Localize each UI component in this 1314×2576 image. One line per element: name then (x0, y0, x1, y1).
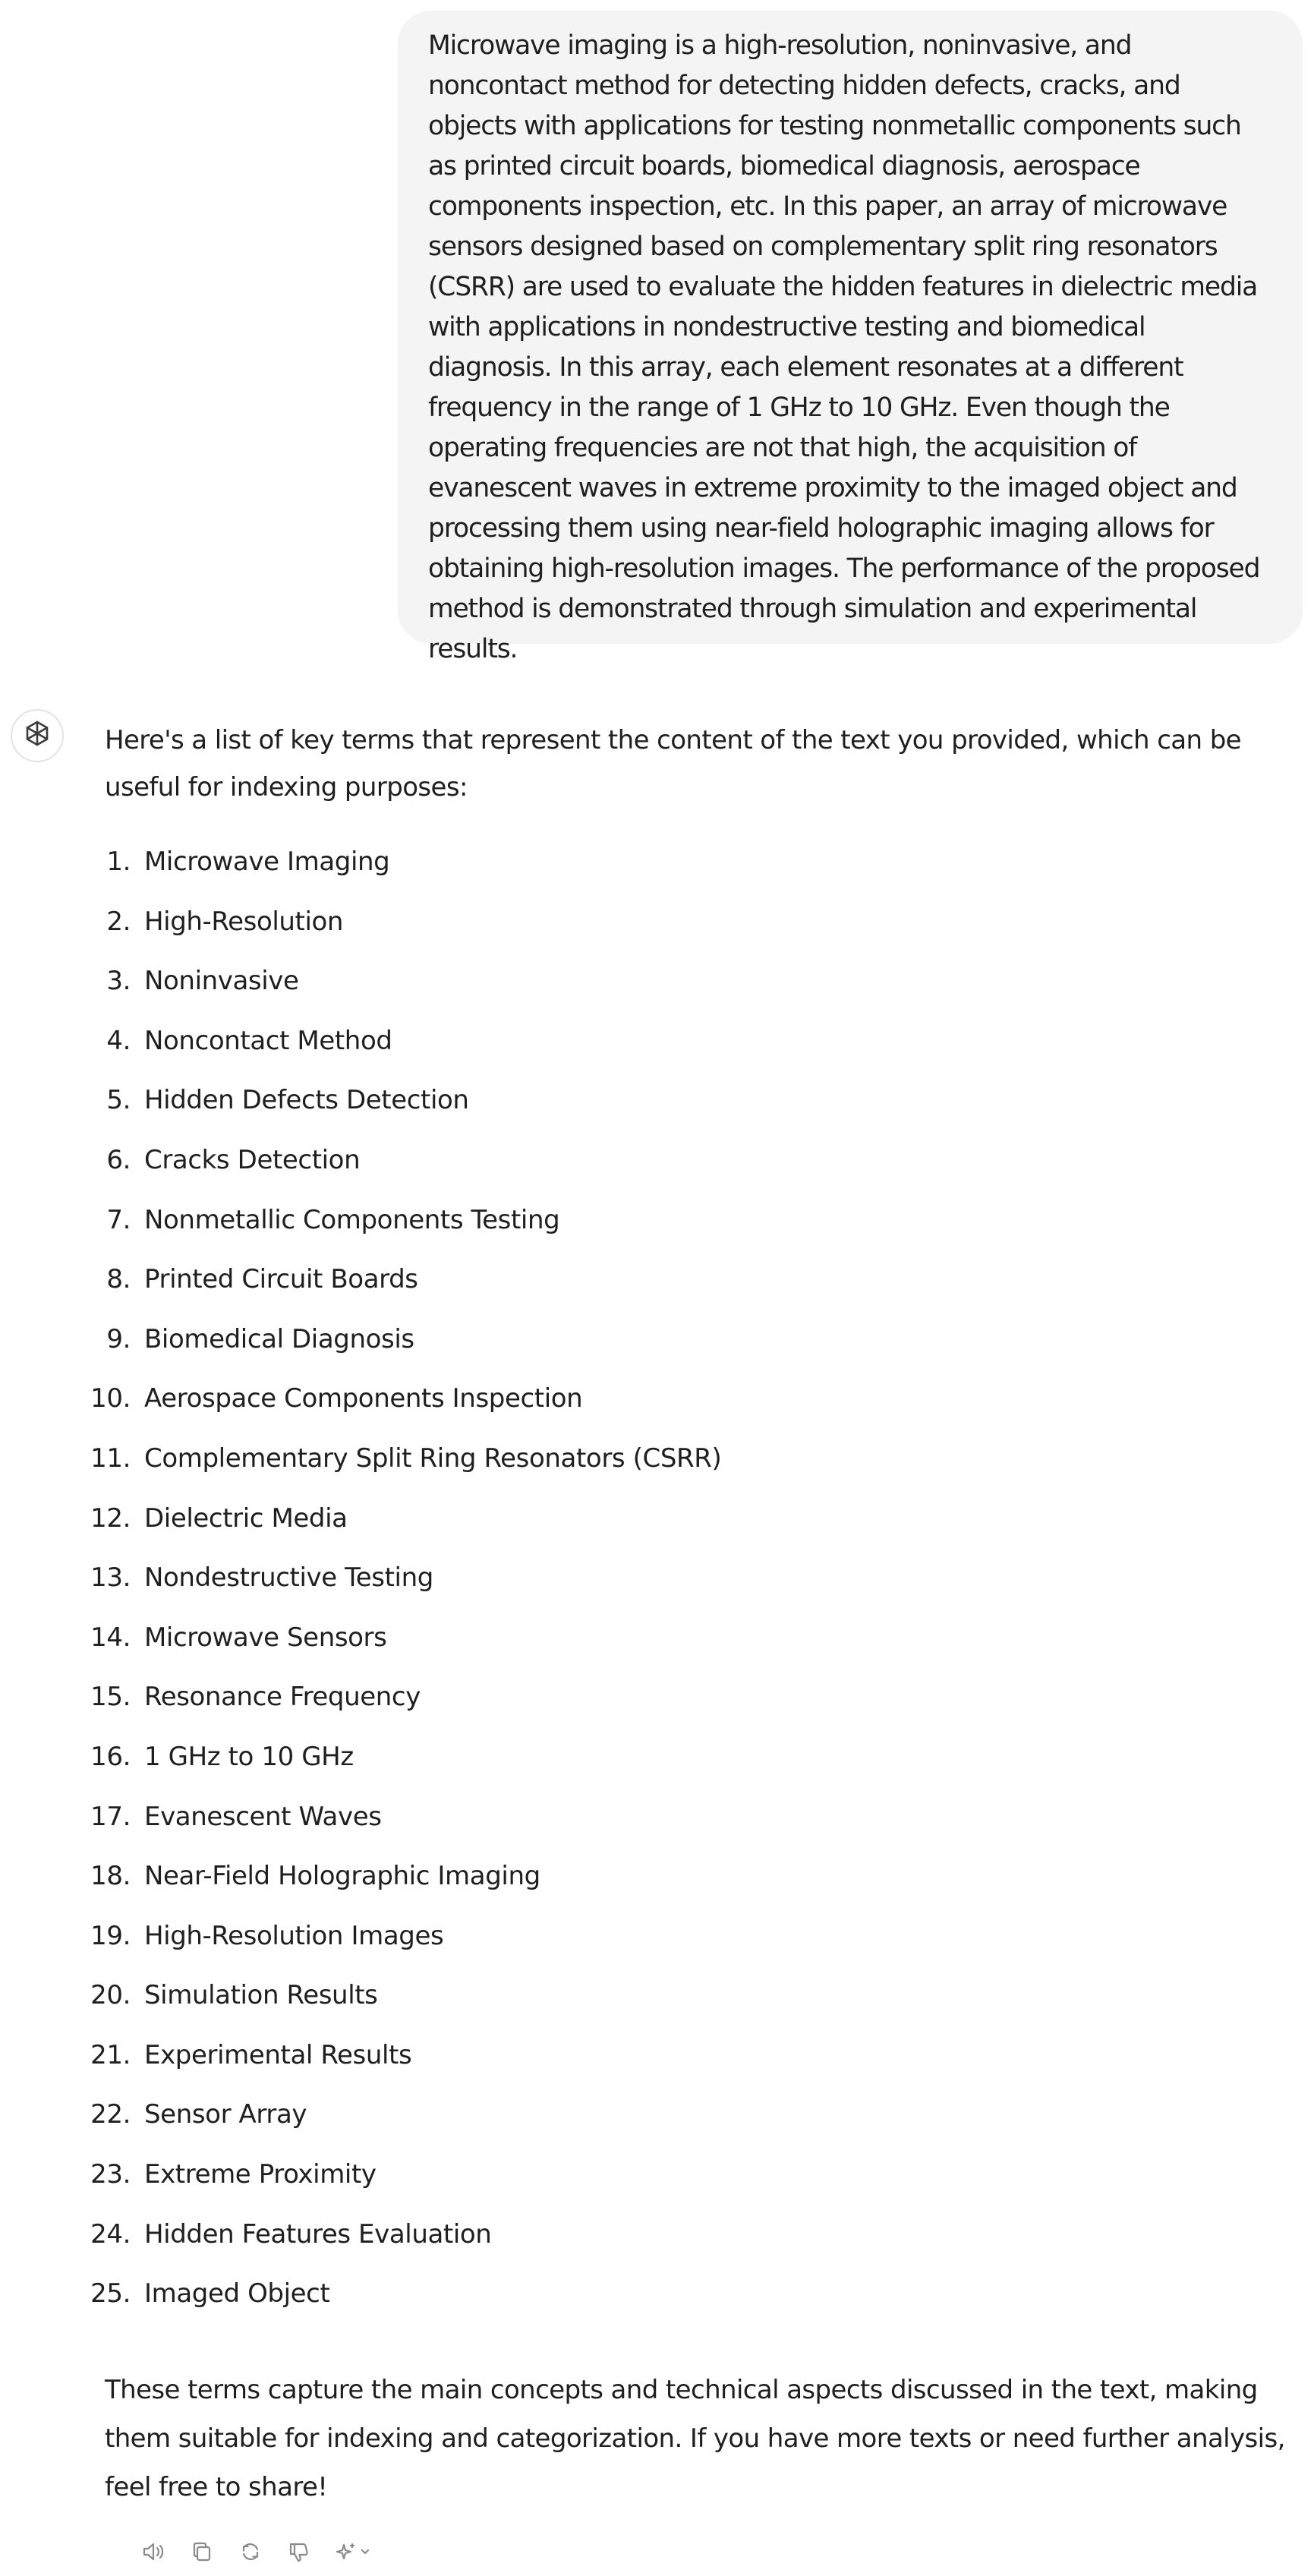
list-item-label: Evanescent Waves (144, 1801, 382, 1832)
list-item (0, 1734, 1314, 1794)
list-item (0, 1615, 1314, 1675)
list-item (0, 2212, 1314, 2272)
copy-icon (189, 2539, 215, 2565)
list-item (0, 839, 1314, 899)
speaker-icon (140, 2539, 166, 2565)
thumbs-down-icon (286, 2539, 312, 2565)
list-item (0, 1197, 1314, 1257)
list-item-label: Aerospace Components Inspection (144, 1383, 583, 1414)
user-message-bubble (398, 11, 1303, 664)
list-item (0, 1972, 1314, 2032)
list-item-label: Nondestructive Testing (144, 1562, 433, 1594)
list-item (0, 899, 1314, 959)
list-item (0, 1794, 1314, 1854)
list-item-label: Printed Circuit Boards (144, 1264, 418, 1295)
assistant-avatar (11, 709, 64, 762)
list-item-number: 3. (106, 966, 131, 997)
list-item-label: Hidden Features Evaluation (144, 2218, 492, 2250)
list-item-label: High-Resolution Images (144, 1920, 444, 1951)
list-item-number: 11. (90, 1442, 131, 1474)
copy-button[interactable] (184, 2533, 220, 2570)
list-item (0, 1376, 1314, 1436)
list-item-label: Cracks Detection (144, 1144, 361, 1175)
list-item (0, 1913, 1314, 1973)
list-item-label: Near-Field Holographic Imaging (144, 1861, 540, 1892)
list-item-number: 13. (90, 1562, 131, 1594)
model-switcher-button[interactable] (329, 2533, 383, 2570)
list-item-label: Resonance Frequency (144, 1682, 421, 1713)
list-item (0, 1436, 1314, 1496)
list-item-number: 10. (90, 1383, 131, 1414)
list-item (0, 1256, 1314, 1316)
list-item (0, 1137, 1314, 1197)
regenerate-button[interactable] (232, 2533, 269, 2570)
list-item-label: Simulation Results (144, 1980, 378, 2011)
list-item (0, 1674, 1314, 1734)
list-item (0, 2032, 1314, 2092)
list-item-number: 25. (90, 2278, 131, 2310)
message-actions-bar (135, 2530, 383, 2573)
list-item-label: 1 GHz to 10 GHz (144, 1741, 354, 1772)
list-item-number: 9. (106, 1323, 131, 1354)
list-item-number: 22. (90, 2099, 131, 2130)
list-item-label: Hidden Defects Detection (144, 1085, 469, 1116)
read-aloud-button[interactable] (135, 2533, 172, 2570)
list-item-label: Nonmetallic Components Testing (144, 1204, 560, 1235)
user-message-text: Microwave imaging is a high-resolution, noninvasive, and noncontact method for detecting hidden defects, cracks, and objects with applications for testing nonmetallic components such as printed circuit boards, biomedical diagnosis, aerospace components inspection, etc. In this paper, an array of microwave sensors designed based on complementary split ring resonators (CSRR) are used to evaluate the hidden features in dielectric media with applications in nondestructive testing and biomedical diagnosis. In this array, each element resonates at a different frequency in the range of 1 GHz to 10 GHz. Even though the operating frequencies are not that high, the acquisition of evanescent waves in extreme proximity to the imaged object and processing them using near-field holographic imaging allows for obtaining high-resolution images. The performance of the proposed method is demonstrated through simulation and experimental results. (428, 30, 1260, 664)
list-item-number: 4. (106, 1025, 131, 1056)
list-item-label: Biomedical Diagnosis (144, 1323, 414, 1354)
list-item-number: 2. (106, 906, 131, 937)
list-item-label: Complementary Split Ring Resonators (CSRR) (144, 1442, 722, 1474)
list-item-label: Noncontact Method (144, 1025, 392, 1056)
list-item-label: Sensor Array (144, 2099, 307, 2130)
list-item-label: Extreme Proximity (144, 2159, 377, 2190)
regenerate-icon (238, 2539, 263, 2565)
list-item-label: High-Resolution (144, 906, 344, 937)
list-item (0, 1018, 1314, 1078)
key-terms-list (0, 839, 1314, 2331)
list-item-number: 14. (90, 1622, 131, 1653)
list-item (0, 2271, 1314, 2331)
list-item (0, 2092, 1314, 2152)
list-item-label: Dielectric Media (144, 1502, 348, 1534)
openai-logo-icon (21, 718, 53, 753)
list-item (0, 1077, 1314, 1137)
sparkle-menu-icon (333, 2539, 379, 2565)
list-item-label: Noninvasive (144, 966, 299, 997)
list-item-number: 6. (106, 1144, 131, 1175)
list-item (0, 958, 1314, 1018)
list-item-number: 20. (90, 1980, 131, 2011)
list-item-number: 1. (106, 847, 131, 877)
list-item-number: 16. (90, 1741, 131, 1772)
list-item-label: Microwave Imaging (144, 847, 390, 877)
list-item-number: 5. (106, 1085, 131, 1116)
list-item-number: 7. (106, 1204, 131, 1235)
list-item-number: 18. (90, 1861, 131, 1892)
list-item-label: Microwave Sensors (144, 1622, 387, 1653)
list-item-number: 8. (106, 1264, 131, 1295)
assistant-intro-text: Here's a list of key terms that represent the content of the text you provided, which can be useful for indexing purposes: (105, 725, 1241, 802)
list-item (0, 1496, 1314, 1556)
list-item-number: 19. (90, 1920, 131, 1951)
list-item (0, 1853, 1314, 1913)
assistant-closing-text: These terms capture the main concepts and technical aspects discussed in the text, making them suitable for indexing and categorization. If you have more texts or need further analysis, feel free to share! (105, 2375, 1285, 2502)
list-item-number: 23. (90, 2159, 131, 2190)
list-item-number: 24. (90, 2218, 131, 2250)
list-item-label: Experimental Results (144, 2039, 412, 2070)
list-item-number: 17. (90, 1801, 131, 1832)
list-item (0, 1555, 1314, 1615)
list-item-number: 12. (90, 1502, 131, 1534)
list-item (0, 2152, 1314, 2212)
list-item-number: 21. (90, 2039, 131, 2070)
bad-response-button[interactable] (281, 2533, 317, 2570)
list-item-label: Imaged Object (144, 2278, 330, 2310)
list-item (0, 1316, 1314, 1376)
list-item-number: 15. (90, 1682, 131, 1713)
